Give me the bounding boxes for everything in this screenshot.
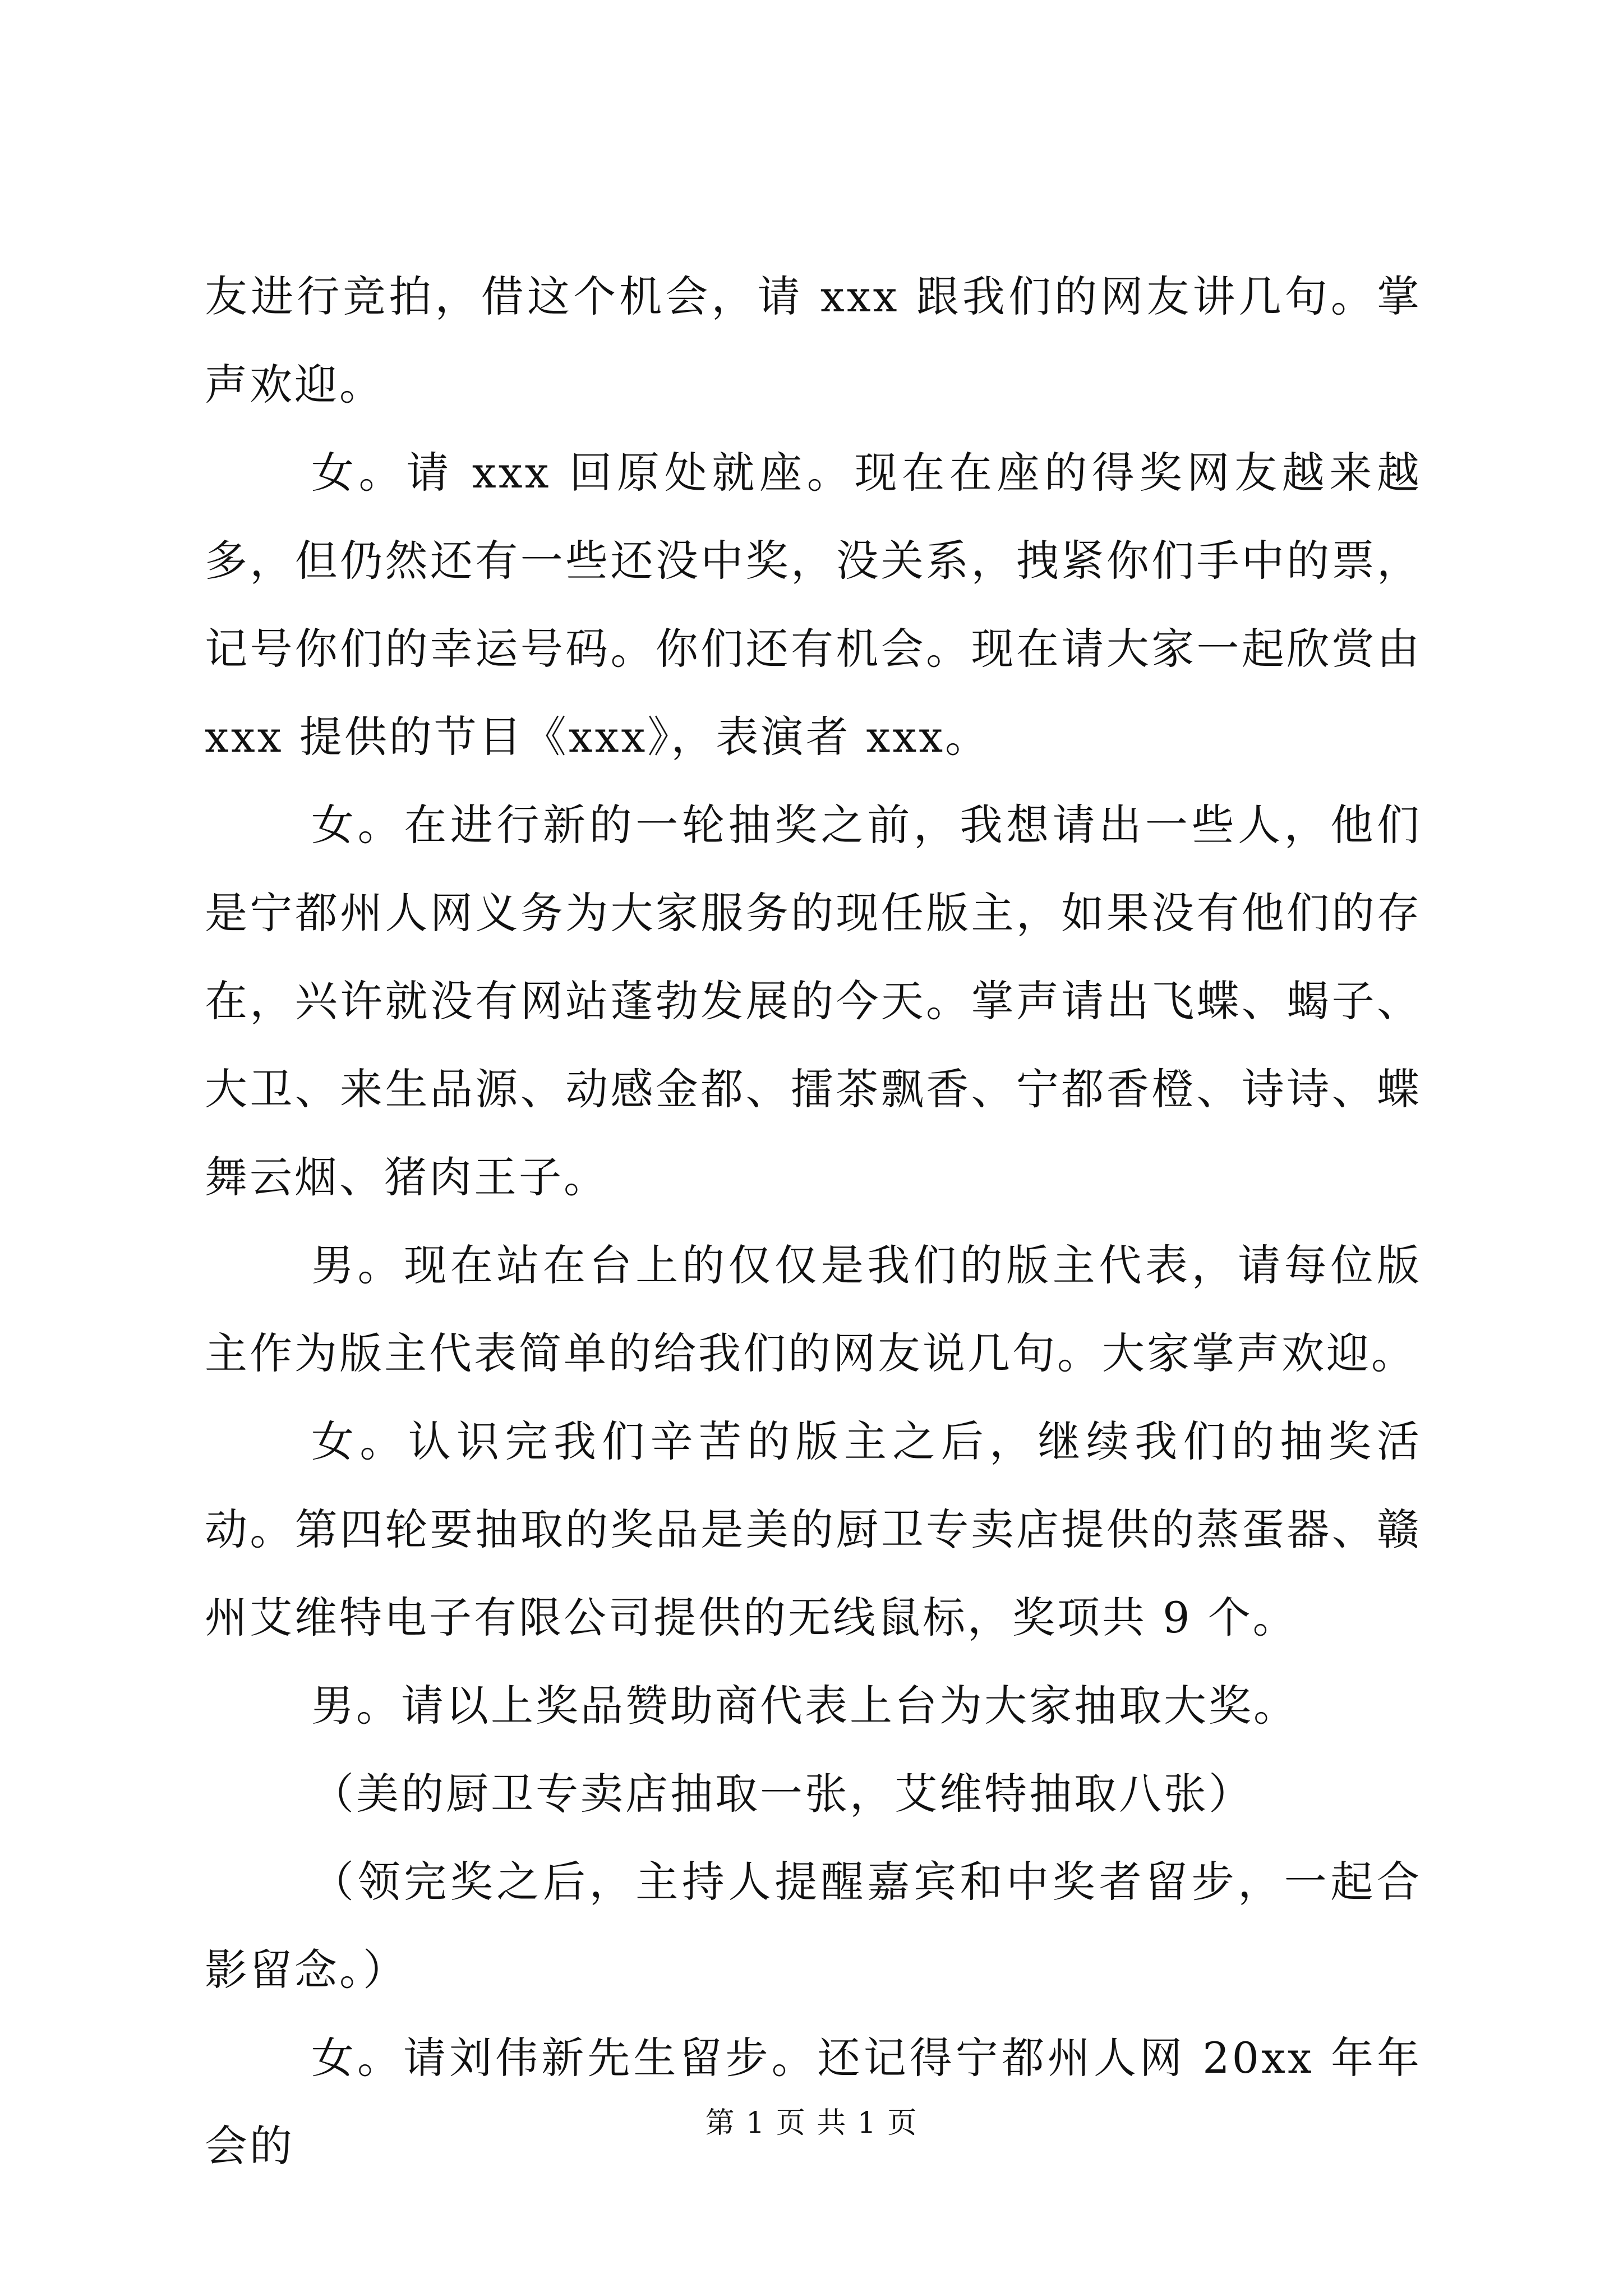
paragraph-4: 男。现在站在台上的仅仅是我们的版主代表，请每位版主作为版主代表简单的给我们的网友说几句。大家掌声欢迎。 bbox=[205, 1240, 1422, 1378]
document-body bbox=[205, 252, 1422, 2190]
paragraph-6: 男。请以上奖品赞助商代表上台为大家抽取大奖。 bbox=[311, 1681, 1298, 1731]
paragraph-1: 友进行竞拍，借这个机会，请 xxx 跟我们的网友讲几句。掌声欢迎。 bbox=[205, 272, 1422, 409]
paragraph-8: （领完奖之后，主持人提醒嘉宾和中奖者留步，一起合影留念。） bbox=[205, 1857, 1422, 1995]
paragraph-9: 女。请刘伟新先生留步。还记得宁都州人网 20xx 年年会的 bbox=[205, 2033, 1422, 2171]
paragraph-2: 女。请 xxx 回原处就座。现在在座的得奖网友越来越多，但仍然还有一些还没中奖，没关系，拽紧你们手中的票，记号你们的幸运号码。你们还有机会。现在请大家一起欣赏由 xxx 提供的节目《xxx》，表演者 xxx。 bbox=[205, 448, 1422, 762]
paragraph-5: 女。认识完我们辛苦的版主之后，继续我们的抽奖活动。第四轮要抽取的奖品是美的厨卫专卖店提供的蒸蛋器、赣州艾维特电子有限公司提供的无线鼠标，奖项共 9 个。 bbox=[205, 1416, 1422, 1642]
paragraph-7: （美的厨卫专卖店抽取一张，艾维特抽取八张） bbox=[311, 1769, 1253, 1819]
paragraph-3: 女。在进行新的一轮抽奖之前，我想请出一些人，他们是宁都州人网义务为大家服务的现任版主，如果没有他们的存在，兴许就没有网站蓬勃发展的今天。掌声请出飞蝶、蝎子、大卫、来生品源、动感金都、擂茶飘香、宁都香橙、诗诗、蝶舞云烟、猪肉王子。 bbox=[205, 800, 1422, 1202]
page-footer: 第 1 页 共 1 页 bbox=[705, 2106, 918, 2140]
